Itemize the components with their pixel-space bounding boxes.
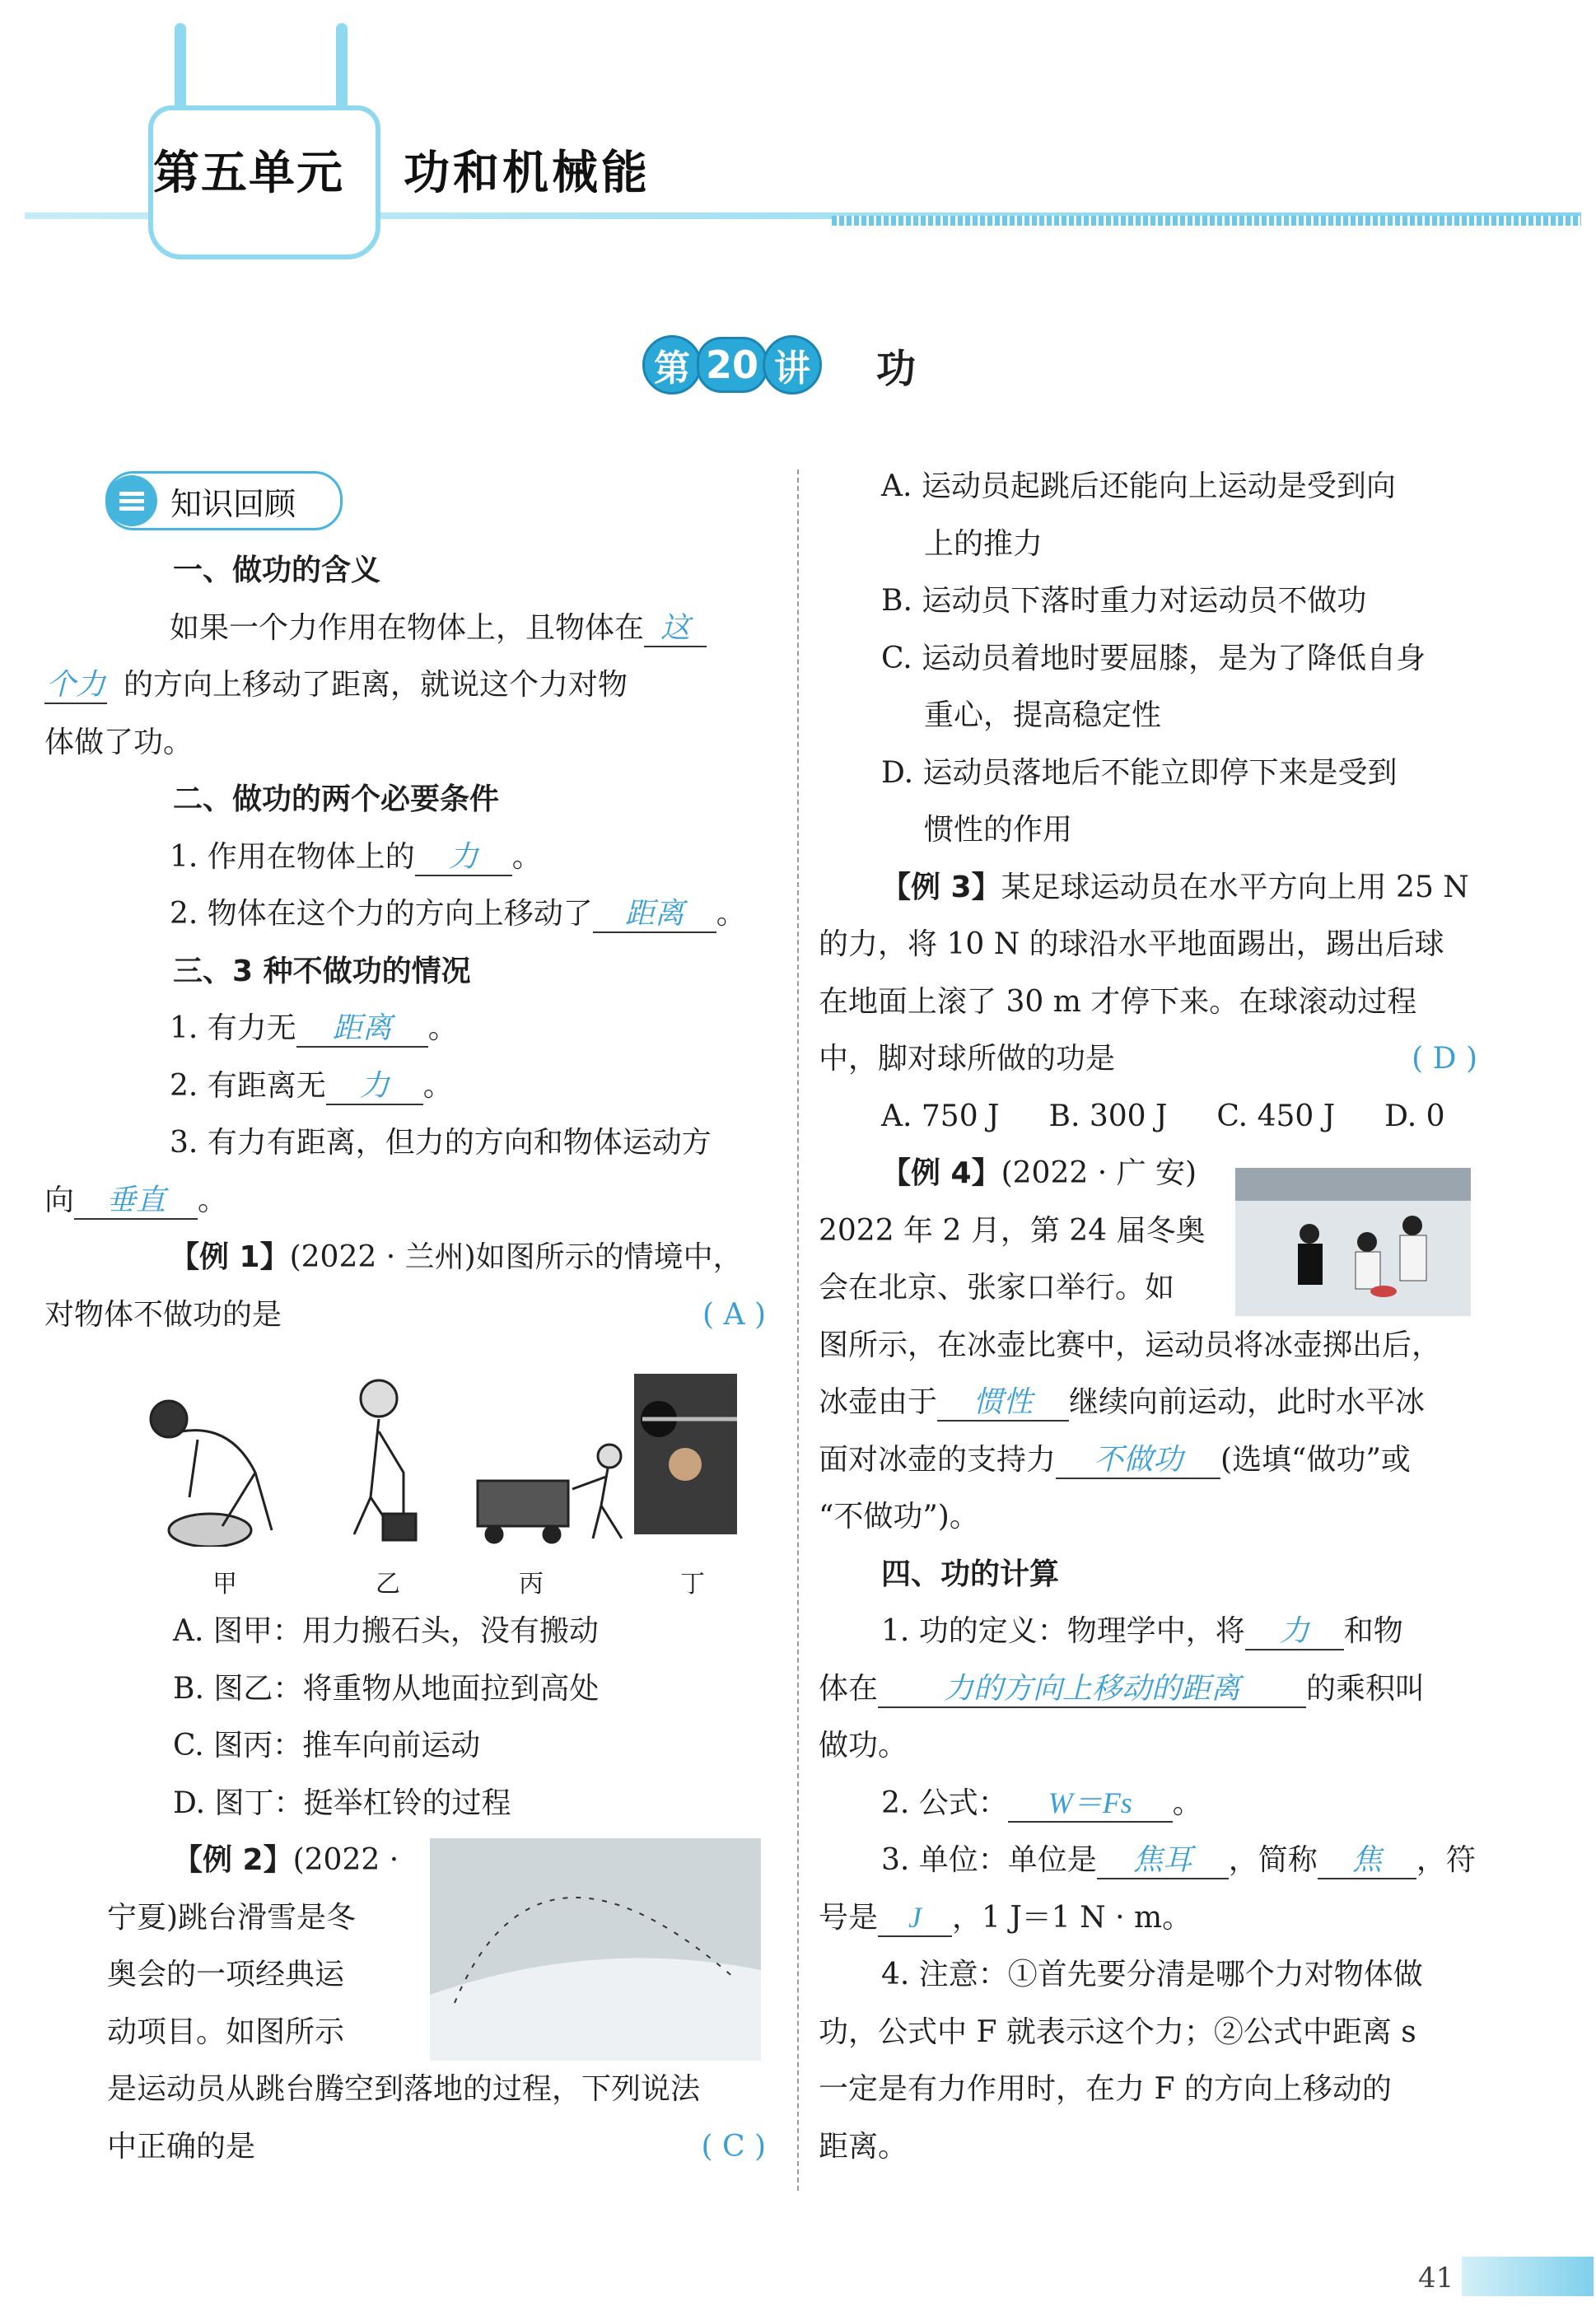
ex3-options: A. 750 J B. 300 J C. 450 J D. 0	[881, 1099, 1445, 1133]
figure-jia	[151, 1401, 272, 1547]
no-work-3: 3. 有力有距离，但力的方向和物体运动方 向 垂直 。	[107, 1114, 766, 1229]
unit-line-2: 号是 J ，1 J＝1 N · m。	[819, 1889, 1477, 1947]
definition-paragraph: 如果一个力作用在物体上，且物体在 这 个力 的方向上移动了距离，就说这个力对物 体做了功。	[107, 600, 766, 772]
blank-1a: 这	[644, 610, 707, 647]
condition-1: 1. 作用在物体上的 力 。	[107, 829, 766, 886]
ex2-option-d-cont: 惯性的作用	[924, 813, 1073, 847]
example-4: 【例 4】(2022 · 广 安)	[881, 1156, 1197, 1190]
unit-label: 第五单元	[153, 147, 344, 200]
no-work-2: 2. 有距离无 力 。	[107, 1057, 766, 1115]
section-tag-label: 知识回顾	[170, 485, 296, 522]
ex1-option-b: B. 图乙：将重物从地面拉到高处	[173, 1671, 600, 1706]
page-number-bar	[1462, 2257, 1594, 2296]
column-divider	[797, 469, 799, 2191]
example-2-head: 【例 2】(2022 ·	[173, 1843, 399, 1877]
ex2-line-3: 动项目。如图所示	[107, 2015, 345, 2049]
heading-meaning: 一、做功的含义	[173, 553, 381, 587]
ex2-option-d: D. 运动员落地后不能立即停下来是受到	[881, 755, 1398, 790]
ex4-line-2: 会在北京、张家口举行。如	[819, 1271, 1175, 1305]
def-line-1: 1. 功的定义：物理学中，将 力 和物	[819, 1603, 1477, 1660]
example-3: 【例 3】某足球运动员在水平方向上用 25 N	[881, 870, 1469, 904]
ex2-line-1: 宁夏)跳台滑雪是冬	[107, 1900, 357, 1935]
def-line-2: 体在 力的方向上移动的距离 的乘积叫	[819, 1660, 1477, 1718]
condition-2: 2. 物体在这个力的方向上移动了 距离 。	[107, 885, 766, 943]
ski-jump-photo	[430, 1838, 761, 2061]
right-column	[819, 458, 1477, 2175]
list-icon	[106, 475, 157, 526]
formula-line: 2. 公式： W＝Fs 。	[819, 1775, 1477, 1832]
ex2-line-2: 奥会的一项经典运	[107, 1958, 345, 1991]
ex2-option-b: B. 运动员下落时重力对运动员不做功	[881, 584, 1367, 618]
section-tag	[105, 471, 343, 530]
lecture-topic: 功	[876, 345, 917, 392]
ex4-line-4: 冰壶由于 惯性 继续向前运动，此时水平冰	[819, 1374, 1477, 1431]
fig-label-ding: 丁	[680, 1570, 705, 1599]
ex2-option-a-cont: 上的推力	[924, 526, 1043, 561]
fig-label-bing: 丙	[519, 1570, 544, 1599]
fig-label-yi: 乙	[376, 1570, 400, 1599]
ex1-option-a: A. 图甲：用力搬石头，没有搬动	[173, 1614, 599, 1648]
header-stripe	[832, 216, 1581, 226]
ex4-line-3: 图所示，在冰壶比赛中，运动员将冰壶掷出后，	[819, 1328, 1442, 1362]
ex3-line-4: 中，脚对球所做的功是 ( D )	[819, 1030, 1477, 1088]
ex3-line-2: 的力，将 10 N 的球沿水平地面踢出，踢出后球	[819, 927, 1444, 961]
lecture-prefix: 第	[642, 335, 702, 395]
lecture-suffix: 讲	[763, 335, 822, 395]
answer-ex3: ( D )	[1412, 1042, 1477, 1076]
unit-title: 功和机械能	[404, 147, 651, 200]
ex4-line-1: 2022 年 2 月，第 24 届冬奥	[819, 1213, 1206, 1248]
page-number: 41	[1418, 2262, 1454, 2295]
heading-calculation: 四、功的计算	[881, 1557, 1060, 1591]
unit-line-1: 3. 单位：单位是 焦耳 ，简称 焦 ，符	[819, 1832, 1477, 1889]
ex1-option-d: D. 图丁：挺举杠铃的过程	[173, 1786, 511, 1820]
figure-yi	[354, 1380, 416, 1540]
figure-bing	[478, 1445, 622, 1543]
lecture-title	[642, 336, 916, 394]
ex2-option-c-cont: 重心，提高稳定性	[924, 698, 1162, 732]
ex2-option-c: C. 运动员着地时要屈膝，是为了降低自身	[881, 641, 1426, 675]
note-line-2: 功，公式中 F 就表示这个力；②公式中距离 s	[819, 2015, 1416, 2049]
blank-1b: 个力	[44, 667, 107, 704]
note-line-4: 距离。	[819, 2129, 908, 2164]
note-line-1: 4. 注意：①首先要分清是哪个力对物体做	[881, 1958, 1423, 1991]
heading-no-work: 三、3 种不做功的情况	[173, 954, 471, 988]
fig-label-jia: 甲	[212, 1570, 237, 1599]
ex4-line-5: 面对冰壶的支持力 不做功 (选填“做功”或	[819, 1431, 1477, 1489]
curling-photo	[1235, 1168, 1471, 1316]
ex2-option-a: A. 运动员起跳后还能向上运动是受到向	[881, 469, 1396, 503]
note-line-3: 一定是有力作用时，在力 F 的方向上移动的	[819, 2072, 1392, 2106]
left-column	[44, 542, 766, 1343]
ex3-line-3: 在地面上滚了 30 m 才停下来。在球滚动过程	[819, 984, 1417, 1019]
answer-ex2: ( C )	[701, 2129, 766, 2164]
lecture-number: 20	[697, 337, 768, 393]
ex4-line-6: “不做功”)。	[819, 1500, 979, 1534]
heading-conditions: 二、做功的两个必要条件	[173, 782, 500, 816]
ex1-option-c: C. 图丙：推车向前运动	[173, 1729, 481, 1762]
ex2-line-4: 是运动员从跳台腾空到落地的过程，下列说法	[107, 2072, 701, 2106]
no-work-1: 1. 有力无 距离 。	[107, 1000, 766, 1057]
example-1: 【例 1】(2022 · 兰州)如图所示的情境中， 对物体不做功的是 ( A )	[107, 1229, 766, 1343]
def-line-3: 做功。	[819, 1729, 908, 1762]
answer-ex1: ( A )	[702, 1297, 766, 1332]
ex2-line-5: 中正确的是 ( C )	[107, 2118, 766, 2176]
example-1-figure	[132, 1374, 741, 1547]
